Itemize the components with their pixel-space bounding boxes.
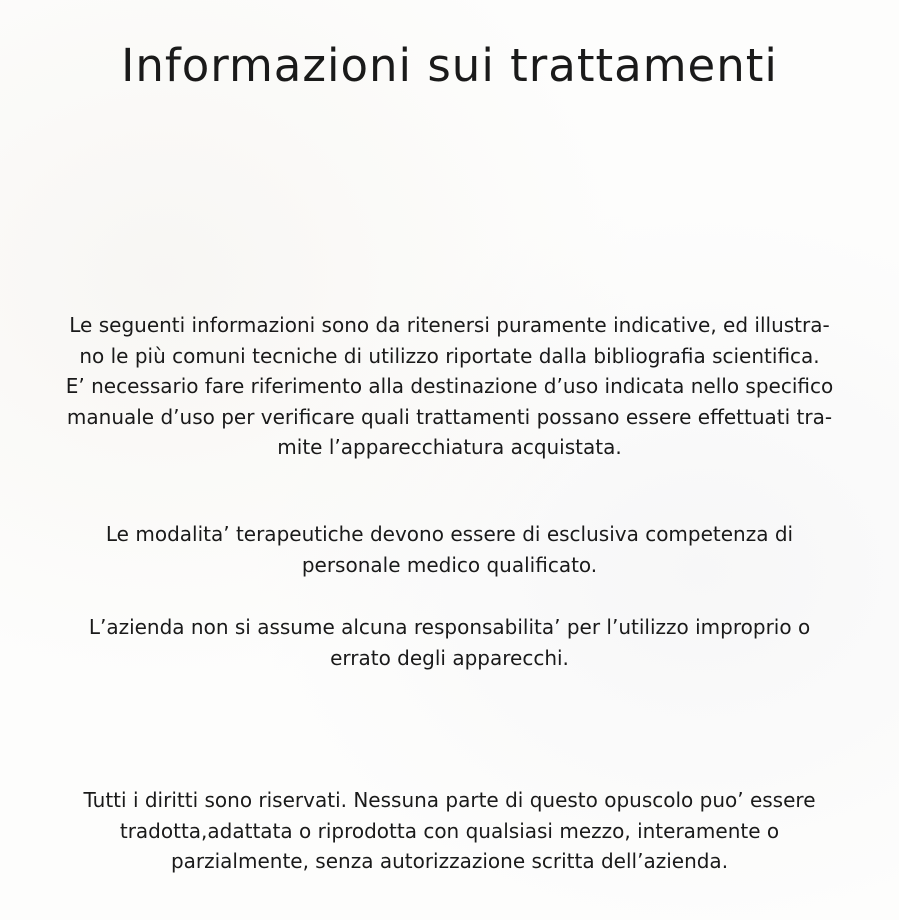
text-line: Tutti i diritti sono riservati. Nessuna parte di questo opuscolo puo’ essere (83, 788, 816, 812)
text-line: mite l’apparecchiatura acquistata. (277, 435, 622, 459)
copyright-paragraph (20, 785, 879, 877)
text-line: L’azienda non si assume alcuna responsabilita’ per l’utilizzo improprio o (88, 615, 811, 639)
text-line: tradotta,adattata o riprodotta con qualsiasi mezzo, interamente o (119, 818, 780, 843)
page-title: Informazioni sui trattamenti (121, 39, 778, 92)
text-line: personale medico qualificato. (301, 552, 598, 577)
therapy-competence-paragraph (20, 519, 879, 580)
text-line: Le seguenti informazioni sono da ritenersi puramente indicative, ed illustra- (69, 313, 830, 337)
text-line: Le modalita’ terapeutiche devono essere di esclusiva competenza di (105, 522, 794, 546)
text-line: manuale d’uso per verificare quali trattamenti possano essere effettuati tra- (66, 404, 833, 429)
text-line: errato degli apparecchi. (330, 645, 569, 670)
text-line: E’ necessario fare riferimento alla destinazione d’uso indicata nello specifico (65, 374, 834, 398)
text-line: parzialmente, senza autorizzazione scritta dell’azienda. (170, 849, 729, 873)
text-line: no le più comuni tecniche di utilizzo riportate dalla bibliografia scientifica. (79, 343, 820, 368)
disclaimer-paragraph (20, 310, 879, 463)
liability-paragraph (20, 612, 879, 673)
